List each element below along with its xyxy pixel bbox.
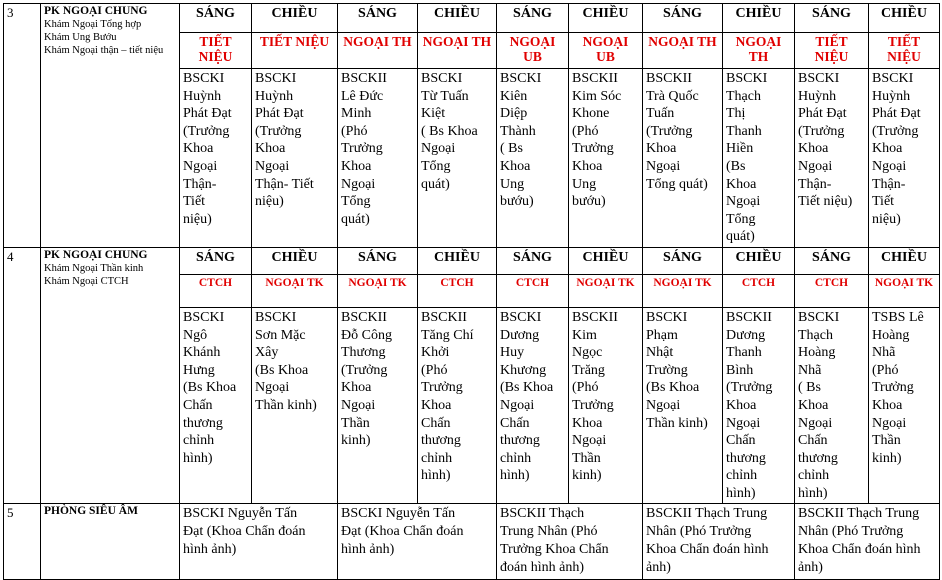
specialty-label: CTCH	[795, 274, 869, 307]
doctor-line: Ngoại	[646, 397, 681, 413]
doctor-line: thương	[421, 433, 461, 449]
doctor-line: hình)	[421, 468, 451, 484]
specialty-label: NGOẠI TK	[252, 274, 338, 307]
doctor-line: thương	[183, 415, 223, 431]
doctor-line: Nhân (Phó Trưởng	[798, 524, 904, 540]
doctor-line: BSCKII	[572, 71, 618, 86]
doctor-line: (Trưởng	[872, 123, 919, 139]
doctor-line: quát)	[341, 211, 370, 227]
doctor-line: Ngoại	[872, 158, 907, 174]
doctor-line: Ngoại	[341, 176, 376, 192]
doctor-line: Ngoại	[872, 415, 907, 431]
shift-header: CHIỀU	[569, 4, 643, 33]
specialty-label: NGOẠI TH	[418, 33, 497, 69]
doctor-line: Huỳnh	[798, 88, 837, 104]
doctor-line: đoán hình ảnh)	[500, 560, 584, 576]
doctor-line: Ngoại	[646, 158, 681, 174]
doctor-line: Tuấn	[646, 106, 675, 122]
doctor-line: (Bs Khoa	[646, 380, 700, 396]
doctor-line: bướu)	[500, 194, 534, 210]
doctor-line: Khoa	[726, 176, 757, 192]
doctor-line: Kiệt	[421, 106, 446, 122]
doctor-line: kinh)	[872, 450, 902, 466]
doctor-line: Nhật	[646, 345, 674, 361]
doctor-line: (Phó	[341, 123, 368, 139]
doctor-line: BSCKI	[798, 309, 840, 325]
doctor-line: kinh)	[341, 433, 371, 449]
doctor-line: BSCKII Thạch Trung	[646, 506, 768, 522]
doctor-line: Tổng	[421, 158, 451, 174]
doctor-line: Thạch	[726, 88, 761, 104]
doctor-cell	[869, 69, 940, 248]
doctor-line: Lê Đức	[341, 88, 384, 104]
doctor-line: chỉnh	[183, 433, 215, 449]
doctor-line: (Phó	[421, 362, 448, 378]
doctor-line: Khoa	[798, 397, 829, 413]
shift-header: CHIỀU	[869, 4, 940, 33]
doctor-line: Ngoại	[421, 141, 456, 157]
shift-header: SÁNG	[338, 247, 418, 274]
doctor-line: niệu)	[255, 194, 284, 210]
specialty-label: CTCH	[418, 274, 497, 307]
doctor-line: Khoa	[572, 158, 603, 174]
doctor-cell	[795, 307, 869, 504]
department-line: Khám Ngoại Thần kinh	[44, 262, 144, 274]
doctor-line: Khánh	[183, 345, 221, 361]
doctor-line: BSCKI	[421, 71, 463, 86]
specialty-label: NGOẠI TK	[869, 274, 940, 307]
doctor-line: Ngoại	[798, 158, 833, 174]
row-number: 3	[4, 4, 41, 248]
doctor-line: Ngoại	[183, 158, 218, 174]
specialty-label: NGOẠI UB	[569, 33, 643, 69]
doctor-line: Trưởng	[572, 397, 614, 413]
doctor-cell	[252, 307, 338, 504]
department-line: Khám Ngoại CTCH	[44, 275, 129, 287]
doctor-line: Thần	[341, 415, 370, 431]
doctor-line: Ngoại	[341, 397, 376, 413]
shift-header: SÁNG	[338, 4, 418, 33]
specialty-label: NGOẠI TH	[643, 33, 723, 69]
shift-header: CHIỀU	[252, 4, 338, 33]
department-name: PK NGOẠI CHUNG	[44, 5, 148, 17]
doctor-line: Khoa	[646, 141, 677, 157]
doctor-line: Khoa	[798, 141, 829, 157]
doctor-line: Đỗ Công	[341, 327, 392, 343]
doctor-line: quát)	[421, 176, 450, 192]
ultrasound-doctor-cell	[497, 504, 643, 580]
doctor-line: Khone	[572, 106, 610, 122]
doctor-line: (Trưởng	[183, 123, 230, 139]
doctor-line: niệu)	[183, 211, 212, 227]
doctor-line: hình)	[798, 485, 828, 501]
doctor-line: BSCKI	[798, 71, 840, 86]
doctor-line: Thần kinh)	[646, 415, 708, 431]
doctor-line: BSCKII Thạch	[500, 506, 585, 522]
doctor-line: Khoa	[572, 415, 603, 431]
shift-header: SÁNG	[643, 247, 723, 274]
doctor-line: ( Bs	[500, 141, 523, 157]
doctor-line: ảnh)	[646, 560, 671, 576]
doctor-line: thương	[798, 450, 838, 466]
doctor-line: Chấn	[798, 433, 828, 449]
doctor-line: BSCKI Nguyễn Tấn	[341, 506, 456, 522]
shift-header: CHIỀU	[869, 247, 940, 274]
doctor-line: Chấn	[500, 415, 530, 431]
department-name: PHÒNG SIÊU ÂM	[44, 505, 138, 518]
specialty-label: CTCH	[497, 274, 569, 307]
doctor-line: Khoa	[726, 397, 757, 413]
doctor-line: Huỳnh	[183, 88, 222, 104]
row-number: 5	[4, 504, 41, 580]
doctor-line: BSCKI	[646, 309, 688, 325]
doctor-line: BSCKII	[341, 71, 387, 86]
doctor-line: hình)	[726, 485, 756, 501]
doctor-line: Tiết	[872, 194, 895, 210]
doctor-line: Đạt (Khoa Chẩn đoán	[341, 524, 464, 540]
doctor-line: TSBS Lê	[872, 309, 924, 325]
doctor-cell	[497, 69, 569, 248]
department-line: Khám Ung Bướu	[44, 32, 117, 43]
doctor-line: Khoa	[872, 141, 903, 157]
department-cell	[41, 247, 180, 504]
doctor-line: Thận-	[872, 176, 906, 192]
doctor-line: Thạch	[798, 327, 833, 343]
doctor-line: Thành	[500, 123, 536, 139]
doctor-line: Tiết niệu)	[798, 194, 853, 210]
doctor-line: Huy	[500, 345, 525, 361]
ultrasound-doctor-cell	[795, 504, 940, 580]
shift-row	[4, 4, 940, 33]
doctor-line: Khoa	[341, 380, 372, 396]
row-number: 4	[4, 247, 41, 504]
doctor-line: Phạm	[646, 327, 678, 343]
doctor-line: Khoa Chẩn đoán hình	[646, 542, 769, 558]
doctor-line: hình ảnh)	[183, 542, 237, 558]
doctor-line: Tổng	[341, 194, 371, 210]
doctor-line: (Phó	[872, 362, 899, 378]
doctor-cell	[569, 69, 643, 248]
doctor-line: hình ảnh)	[341, 542, 395, 558]
specialty-label: CTCH	[180, 274, 252, 307]
doctor-line: BSCKII	[341, 309, 387, 325]
doctor-line: Kiên	[500, 88, 528, 104]
doctor-line: Khoa Chẩn đoán hình	[798, 542, 921, 558]
doctor-line: kinh)	[572, 468, 602, 484]
doctor-line: Ngoại	[255, 158, 290, 174]
doctor-line: Trưởng	[872, 380, 914, 396]
doctor-line: Trưởng	[572, 141, 614, 157]
shift-header: SÁNG	[795, 247, 869, 274]
shift-header: CHIỀU	[723, 4, 795, 33]
specialty-label: TIẾT NIỆU	[180, 33, 252, 69]
doctor-line: Khoa	[255, 141, 286, 157]
doctor-line: Kim	[572, 327, 597, 343]
doctor-line: Ngoại	[798, 415, 833, 431]
doctor-cell	[569, 307, 643, 504]
doctor-line: niệu)	[872, 211, 901, 227]
doctor-line: Từ Tuấn	[421, 88, 469, 104]
shift-header: SÁNG	[643, 4, 723, 33]
specialty-label: NGOẠI TK	[338, 274, 418, 307]
doctor-line: thương	[726, 450, 766, 466]
doctor-line: BSCKII	[726, 309, 772, 325]
doctor-line: Trưởng	[421, 380, 463, 396]
shift-header: CHIỀU	[723, 247, 795, 274]
doctor-line: Khởi	[421, 345, 450, 361]
doctor-line: Trưởng	[341, 141, 383, 157]
doctor-line: Huỳnh	[255, 88, 294, 104]
doctor-line: quát)	[726, 229, 755, 245]
doctor-line: Thanh	[726, 345, 762, 361]
doctor-line: Nhân (Phó Trưởng	[646, 524, 752, 540]
doctor-line: BSCKI	[255, 309, 297, 325]
doctor-line: (Phó	[572, 380, 599, 396]
doctor-line: chỉnh	[726, 468, 758, 484]
doctor-line: (Bs	[726, 158, 746, 174]
doctor-line: Thần	[872, 433, 901, 449]
specialty-label: TIẾT NIỆU	[795, 33, 869, 69]
doctor-line: Đạt (Khoa Chẩn đoán	[183, 524, 306, 540]
doctor-line: Tiết	[183, 194, 206, 210]
doctor-cell	[418, 307, 497, 504]
doctor-cell	[869, 307, 940, 504]
doctor-line: BSCKII	[646, 71, 692, 86]
doctor-line: chỉnh	[798, 468, 830, 484]
specialty-label: TIẾT NIỆU	[869, 33, 940, 69]
doctor-line: Khoa	[500, 158, 531, 174]
doctor-line: (Bs Khoa	[500, 380, 554, 396]
doctor-cell	[643, 69, 723, 248]
doctor-line: Thần kinh)	[255, 397, 317, 413]
doctor-line: Ngoại	[255, 380, 290, 396]
shift-header: CHIỀU	[569, 247, 643, 274]
doctor-line: Chấn	[726, 433, 756, 449]
doctor-line: (Trưởng	[726, 380, 773, 396]
doctor-line: Huỳnh	[872, 88, 911, 104]
doctor-line: BSCKII	[421, 309, 467, 325]
doctor-cell	[252, 69, 338, 248]
doctor-line: Ngoại	[572, 433, 607, 449]
doctor-line: hình)	[183, 450, 213, 466]
doctor-line: Thị	[726, 106, 746, 122]
shift-header: CHIỀU	[252, 247, 338, 274]
doctor-line: Phát Đạt	[798, 106, 847, 122]
doctor-line: Ngoại	[500, 397, 535, 413]
doctor-line: Ngô	[183, 327, 208, 343]
doctor-cell	[338, 69, 418, 248]
doctor-line: Trường	[646, 362, 688, 378]
doctor-line: Minh	[341, 106, 372, 122]
doctor-line: Ung	[500, 176, 525, 192]
doctor-line: Ung	[572, 176, 597, 192]
doctor-line: Hưng	[183, 362, 215, 378]
doctor-line: Nhã	[872, 345, 896, 361]
doctor-line: Khoa	[872, 397, 903, 413]
doctor-line: BSCKI	[500, 71, 542, 86]
ultrasound-doctor-cell	[180, 504, 338, 580]
doctor-line: Thanh	[726, 123, 762, 139]
doctor-line: Thần	[572, 450, 601, 466]
department-name: PK NGOẠI CHUNG	[44, 248, 148, 261]
doctor-line: (Trưởng	[798, 123, 845, 139]
doctor-cell	[723, 69, 795, 248]
doctor-line: bướu)	[572, 194, 606, 210]
doctor-cell	[795, 69, 869, 248]
doctor-line: Phát Đạt	[183, 106, 232, 122]
doctor-line: BSCKI	[183, 309, 225, 325]
doctor-cell	[180, 69, 252, 248]
shift-header: SÁNG	[180, 4, 252, 33]
doctor-line: Dương	[500, 327, 540, 343]
shift-header: SÁNG	[497, 247, 569, 274]
doctor-line: Khoa	[421, 397, 452, 413]
doctor-line: Xây	[255, 345, 279, 361]
shift-header: SÁNG	[180, 247, 252, 274]
doctor-line: ( Bs Khoa	[421, 123, 478, 139]
specialty-label: NGOẠI TH	[723, 33, 795, 69]
shift-row	[4, 247, 940, 274]
doctor-line: Dương	[726, 327, 766, 343]
doctor-line: BSCKI	[255, 71, 297, 86]
schedule-table	[3, 3, 940, 580]
doctor-line: hình)	[500, 468, 530, 484]
doctor-cell	[180, 307, 252, 504]
doctor-line: (Bs Khoa	[255, 362, 309, 378]
shift-header: SÁNG	[795, 4, 869, 33]
department-cell	[41, 504, 180, 580]
doctor-line: Hoàng	[798, 345, 836, 361]
doctor-line: Ngọc	[572, 345, 603, 361]
doctor-line: Ngoại	[726, 194, 761, 210]
doctor-line: Kim Sóc	[572, 88, 622, 104]
ultrasound-doctor-cell	[643, 504, 795, 580]
specialty-label: NGOẠI UB	[497, 33, 569, 69]
specialty-label: TIẾT NIỆU	[252, 33, 338, 69]
doctor-line: (Bs Khoa	[183, 380, 237, 396]
specialty-label: NGOẠI TK	[643, 274, 723, 307]
shift-header: CHIỀU	[418, 247, 497, 274]
doctor-line: Khoa	[341, 158, 372, 174]
specialty-label: NGOẠI TK	[569, 274, 643, 307]
doctor-line: BSCKI Nguyễn Tấn	[183, 506, 298, 522]
department-line: Khám Ngoại Tổng hợp	[44, 19, 142, 30]
doctor-line: Tăng Chí	[421, 327, 474, 343]
doctor-line: (Trưởng	[646, 123, 693, 139]
doctor-line: Thận-	[798, 176, 832, 192]
doctor-line: (Trưởng	[255, 123, 302, 139]
doctor-line: BSCKI	[183, 71, 225, 86]
doctor-line: Thương	[341, 345, 386, 361]
doctor-line: BSCKII	[572, 309, 618, 325]
doctor-line: Khoa	[183, 141, 214, 157]
shift-header: CHIỀU	[418, 4, 497, 33]
specialty-label: CTCH	[723, 274, 795, 307]
doctor-line: ảnh)	[798, 560, 823, 576]
doctor-cell	[723, 307, 795, 504]
doctor-line: Hoàng	[872, 327, 910, 343]
ultrasound-doctor-cell	[338, 504, 497, 580]
doctor-line: Ngoại	[726, 415, 761, 431]
doctor-line: Diệp	[500, 106, 528, 122]
doctor-line: BSCKII Thạch Trung	[798, 506, 920, 522]
doctor-line: Trà Quốc	[646, 88, 699, 104]
doctor-line: thương	[500, 433, 540, 449]
doctor-cell	[418, 69, 497, 248]
doctor-line: (Phó	[572, 123, 599, 139]
doctor-line: BSCKI	[726, 71, 768, 86]
doctor-line: Bình	[726, 362, 754, 378]
doctor-line: Trăng	[572, 362, 605, 378]
shift-header: SÁNG	[497, 4, 569, 33]
doctor-line: (Trưởng	[341, 362, 388, 378]
doctor-line: Tổng	[726, 211, 756, 227]
ultrasound-row	[4, 504, 940, 580]
doctor-line: BSCKI	[500, 309, 542, 325]
doctor-line: Trưởng Khoa Chẩn	[500, 542, 609, 558]
doctor-line: Khương	[500, 362, 547, 378]
doctor-line: chỉnh	[500, 450, 532, 466]
doctor-line: Thận- Tiết	[255, 176, 314, 192]
doctor-line: Nhã	[798, 362, 822, 378]
doctor-line: Tổng quát)	[646, 176, 708, 192]
department-cell	[41, 4, 180, 248]
doctor-line: chỉnh	[421, 450, 453, 466]
doctor-line: Trung Nhân (Phó	[500, 524, 598, 540]
doctor-line: Chấn	[421, 415, 451, 431]
specialty-label: NGOẠI TH	[338, 33, 418, 69]
doctor-line: Sơn Mặc	[255, 327, 306, 343]
doctor-cell	[643, 307, 723, 504]
doctor-line: BSCKI	[872, 71, 914, 86]
doctor-line: Thận-	[183, 176, 217, 192]
doctor-line: Hiền	[726, 141, 754, 157]
doctor-line: Phát Đạt	[255, 106, 304, 122]
doctor-cell	[338, 307, 418, 504]
doctor-cell	[497, 307, 569, 504]
doctor-line: Chấn	[183, 397, 213, 413]
doctor-line: Phát Đạt	[872, 106, 921, 122]
doctor-line: ( Bs	[798, 380, 821, 396]
department-line: Khám Ngoại thận – tiết niệu	[44, 45, 164, 56]
